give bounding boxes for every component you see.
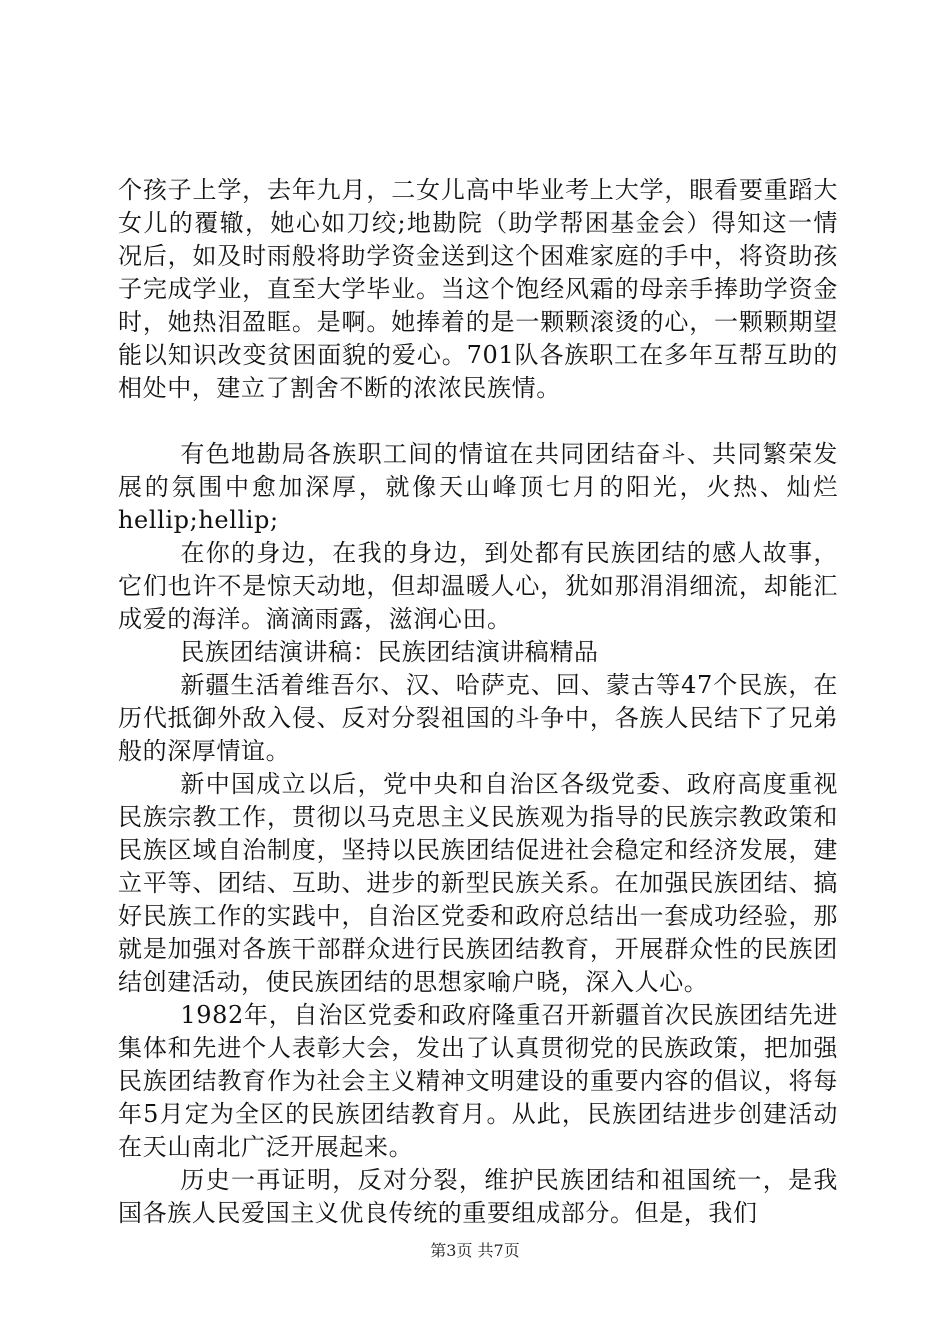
page-number-footer: 第3页 共7页: [430, 1241, 520, 1260]
paragraph-history: 历史一再证明，反对分裂，维护民族团结和祖国统一，是我国各族人民爱国主义优良传统的重要组成部分。但是，我们: [118, 1166, 838, 1227]
paragraph-stories: 在你的身边，在我的身边，到处都有民族团结的感人故事，它们也许不是惊天动地，但却温暖人心，犹如那涓涓细流，却能汇成爱的海洋。滴滴雨露，滋润心田。: [118, 539, 838, 633]
paragraph-continuation: 个孩子上学，去年九月，二女儿高中毕业考上大学，眼看要重蹈大女儿的覆辙，她心如刀绞;地勘院（助学帮困基金会）得知这一情况后，如及时雨般将助学资金送到这个困难家庭的手中，将资助孩子完成学业，直至大学毕业。当这个饱经风霜的母亲手捧助学资金时，她热泪盈眶。是啊。她捧着的是一颗颗滚烫的心，一颗颗期望能以知识改变贫困面貌的爱心。701队各族职工在多年互帮互助的相处中，建立了割舍不断的浓浓民族情。: [118, 176, 838, 402]
paragraph-friendship: 有色地勘局各族职工间的情谊在共同团结奋斗、共同繁荣发展的氛围中愈加深厚，就像天山峰顶七月的阳光，火热、灿烂hellip;hellip;: [118, 440, 838, 534]
section-heading: 民族团结演讲稿：民族团结演讲稿精品: [180, 638, 599, 666]
paragraph-new-china: 新中国成立以后，党中央和自治区各级党委、政府高度重视民族宗教工作，贯彻以马克思主义民族观为指导的民族宗教政策和民族区域自治制度，坚持以民族团结促进社会稳定和经济发展，建立平等、团结、互助、进步的新型民族关系。在加强民族团结、搞好民族工作的实践中，自治区党委和政府总结出一套成功经验，那就是加强对各族干部群众进行民族团结教育，开展群众性的民族团结创建活动，使民族团结的思想家喻户晓，深入人心。: [118, 770, 838, 996]
paragraph-1982: 1982年，自治区党委和政府隆重召开新疆首次民族团结先进集体和先进个人表彰大会，发出了认真贯彻党的民族政策，把加强民族团结教育作为社会主义精神文明建设的重要内容的倡议，将每年5月定为全区的民族团结教育月。从此，民族团结进步创建活动在天山南北广泛开展起来。: [118, 1001, 838, 1161]
paragraph-xinjiang-peoples: 新疆生活着维吾尔、汉、哈萨克、回、蒙古等47个民族，在历代抵御外敌入侵、反对分裂祖国的斗争中，各族人民结下了兄弟般的深厚情谊。: [118, 671, 838, 765]
document-body: [118, 174, 838, 1230]
